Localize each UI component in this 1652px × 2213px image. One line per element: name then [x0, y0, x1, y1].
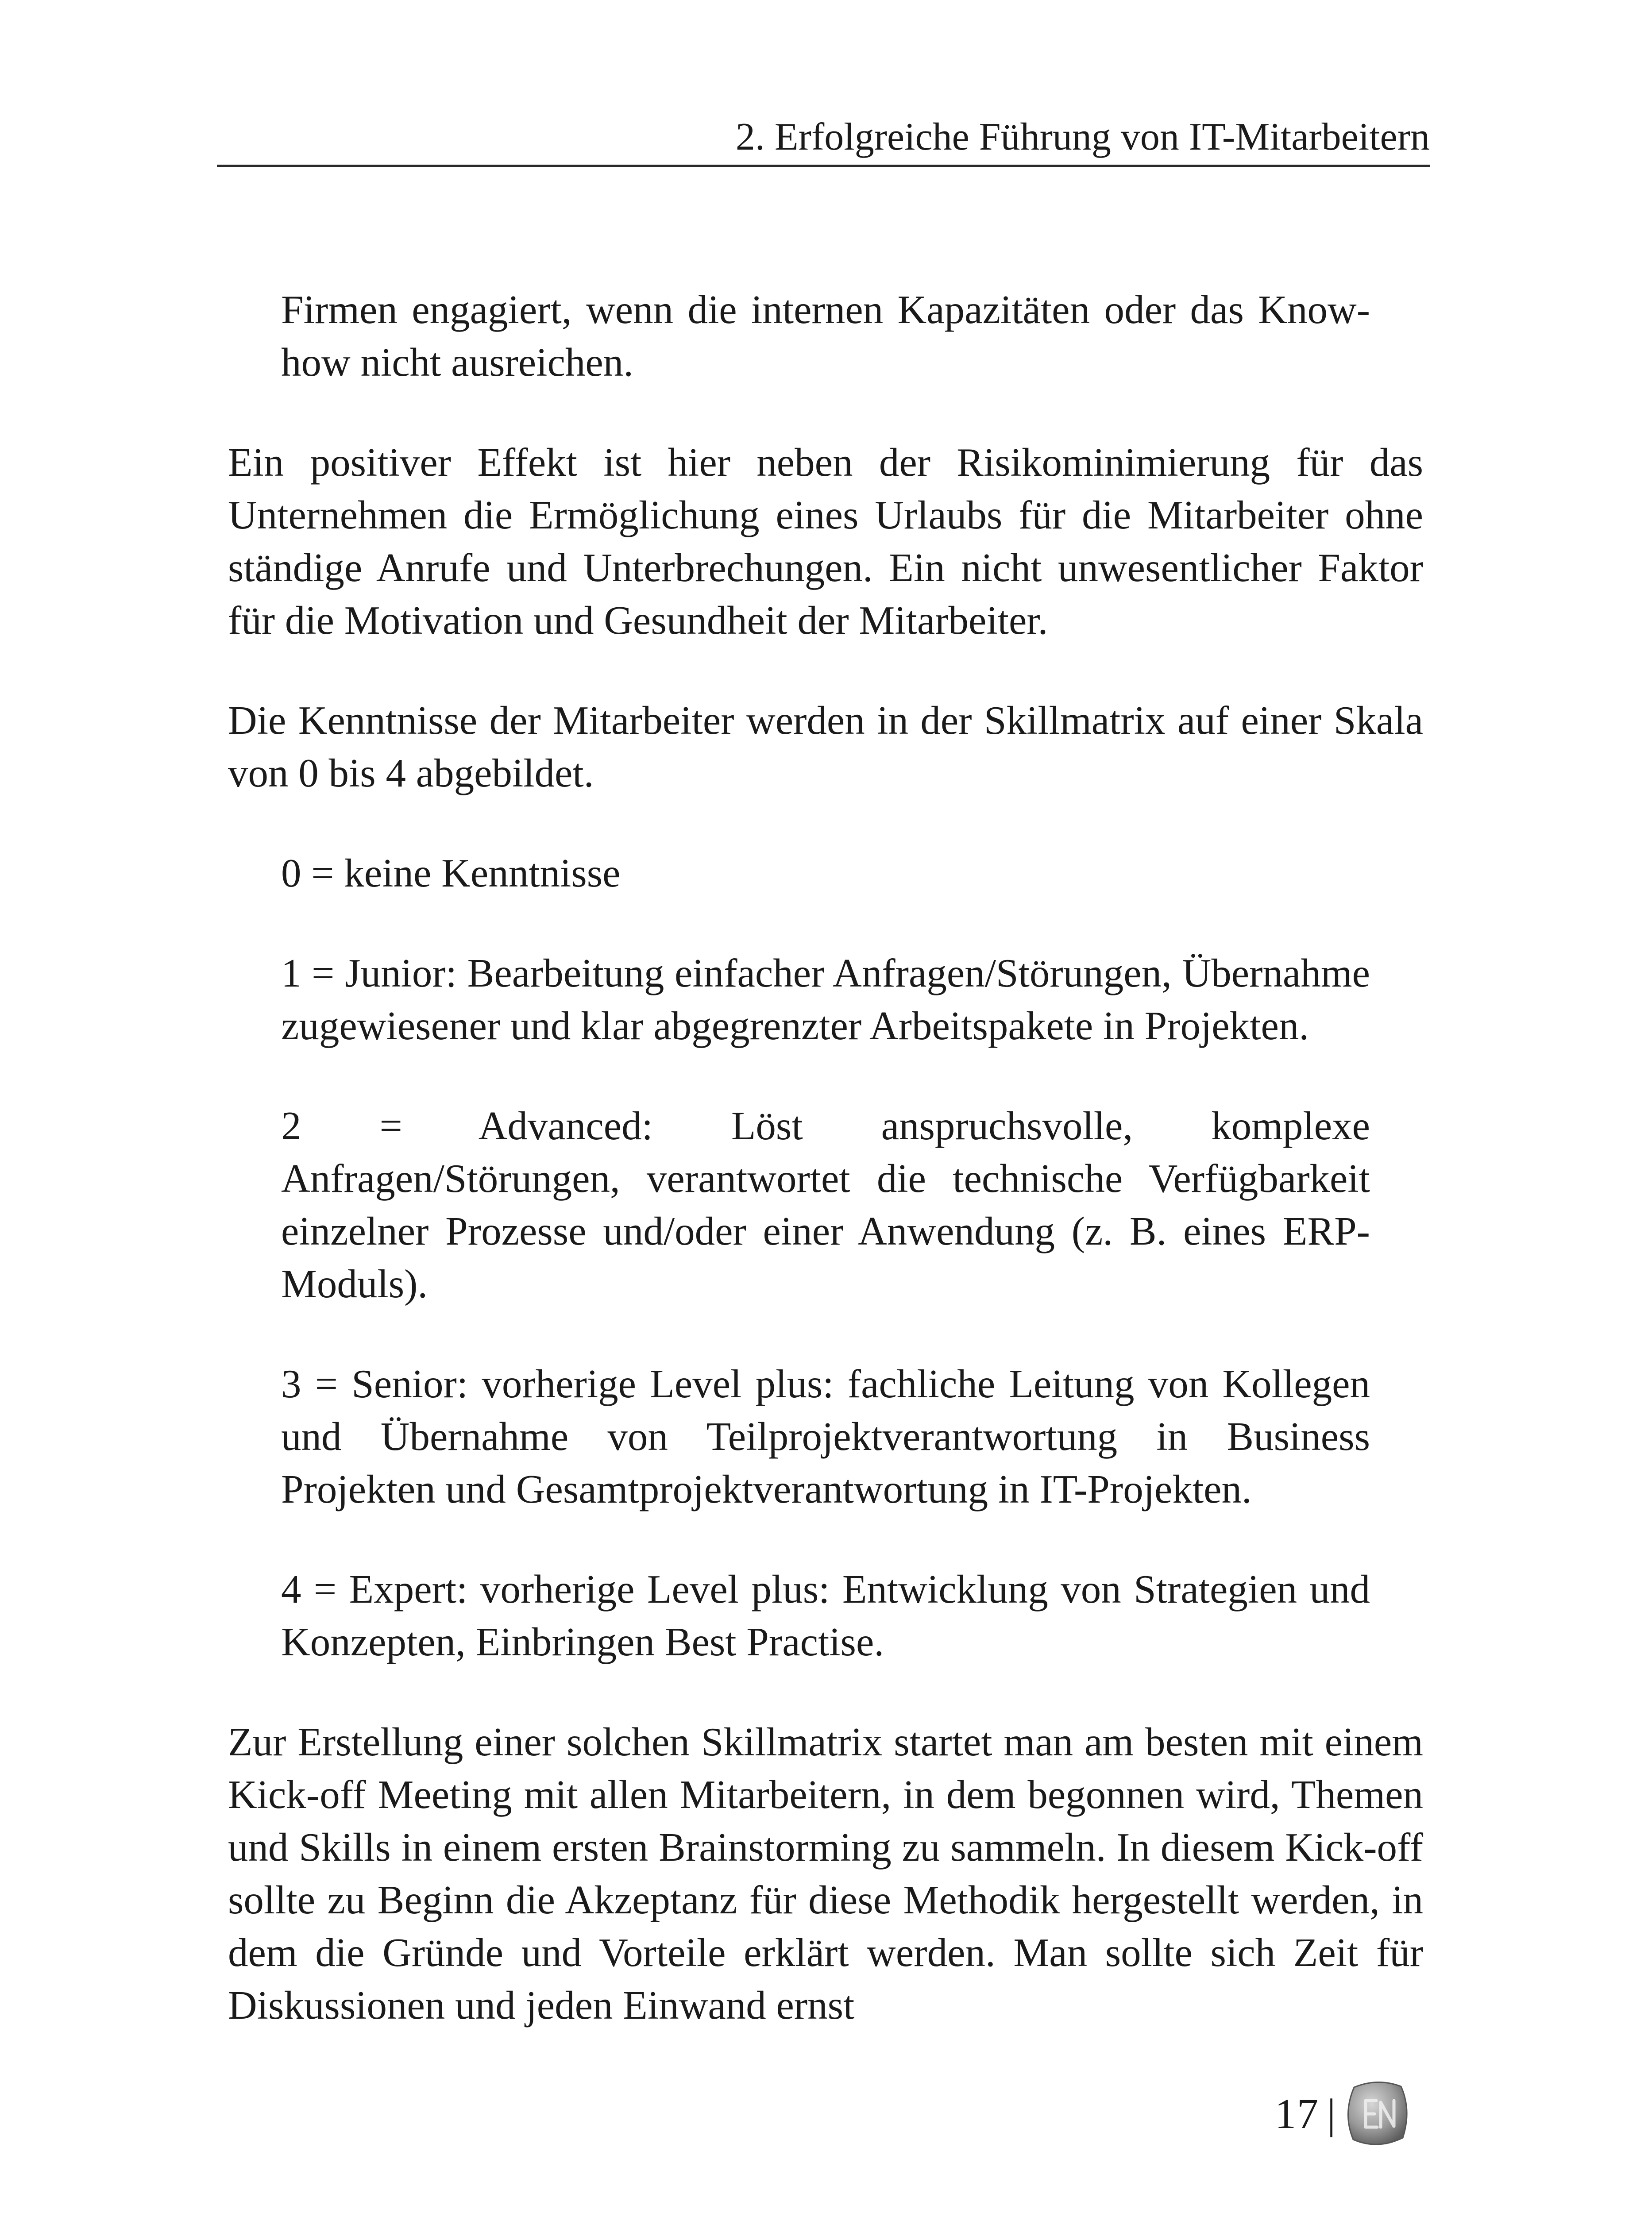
paragraph-kickoff: Zur Erstellung einer solchen Skillmatrix startet man am besten mit einem Kick-off Meeting mit allen Mitarbeitern, in dem begonnen wird, Themen und Skills in einem ersten Brainstorming zu sammeln. In diesem Kick-off sollte zu Beginn die Akzeptanz für diese Methodik hergestellt werden, in dem die Gründe und Vorteile erklärt werden. Man sollte sich Zeit für Diskussionen und jeden Einwand ernst [228, 1720, 1423, 2028]
scale-level-1: 1 = Junior: Bearbeitung einfacher Anfragen/Störungen, Übernahme zugewiesener und klar abgegrenzter Arbeitspakete in Projekten. [281, 951, 1370, 1048]
page-footer [1275, 2076, 1411, 2151]
header-rule [217, 165, 1430, 167]
footer-separator: | [1327, 2090, 1336, 2137]
running-header: 2. Erfolgreiche Führung von IT-Mitarbeitern [735, 116, 1430, 158]
scale-level-3: 3 = Senior: vorherige Level plus: fachliche Leitung von Kollegen und Übernahme von Teilprojektverantwortung in Business Projekten und Gesamtprojektverantwortung in IT-Projekten. [281, 1361, 1370, 1511]
scale-level-2: 2 = Advanced: Löst anspruchsvolle, komplexe Anfragen/Störungen, verantwortet die technische Verfügbarkeit einzelner Prozesse und/oder einer Anwendung (z. B. eines ERP-Moduls). [281, 1103, 1370, 1306]
paragraph-skill-scale: Die Kenntnisse der Mitarbeiter werden in der Skillmatrix auf einer Skala von 0 bis 4 abgebildet. [228, 698, 1423, 795]
paragraph-positive-effect: Ein positiver Effekt ist hier neben der Risikominimierung für das Unternehmen die Ermöglichung eines Urlaubs für die Mitarbeiter ohne ständige Anrufe und Unterbrechungen. Ein nicht unwesentlicher Faktor für die Motivation und Gesundheit der Mitarbeiter. [228, 440, 1423, 643]
paragraph-continuation: Firmen engagiert, wenn die internen Kapazitäten oder das Know-how nicht ausreichen. [281, 287, 1370, 385]
publisher-logo-icon [1344, 2079, 1411, 2148]
body-text [228, 283, 1423, 2032]
scale-level-0: 0 = keine Kenntnisse [281, 851, 621, 895]
page-number: 17 [1275, 2090, 1319, 2137]
scale-level-4: 4 = Expert: vorherige Level plus: Entwicklung von Strategien und Konzepten, Einbringen Best Practise. [281, 1567, 1370, 1664]
